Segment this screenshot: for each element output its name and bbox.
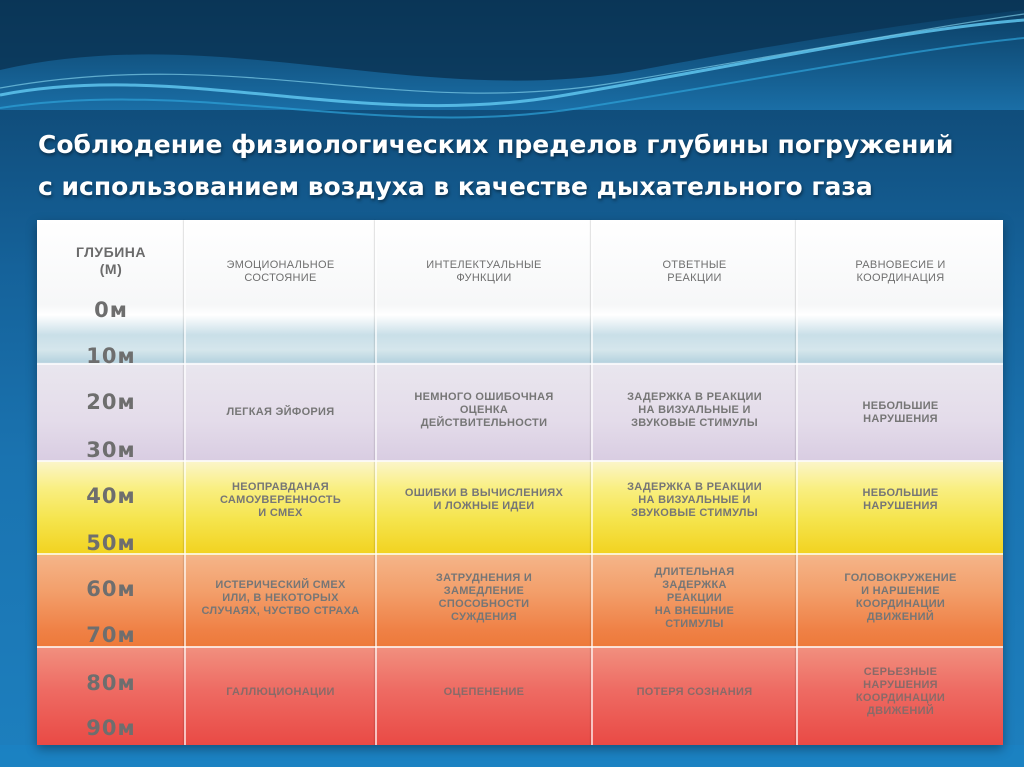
header-emotional-state: ЭМОЦИОНАЛЬНОЕ СОСТОЯНИЕ — [226, 259, 335, 284]
slide-title — [38, 124, 998, 208]
depth-label-20m: 20м — [86, 390, 136, 414]
cell-responses-80m: ПОТЕРЯ СОЗНАНИЯ — [636, 685, 753, 698]
header-intellectual-functions: ИНТЕЛЕКТУАЛЬНЫЕ ФУНКЦИИ — [426, 259, 542, 284]
header-responses: ОТВЕТНЫЕ РЕАКЦИИ — [662, 259, 727, 284]
depth-label-30m: 30м — [86, 438, 136, 462]
depth-column — [37, 220, 185, 745]
slide-title-line-1: Соблюдение физиологических пределов глубины погружений — [38, 130, 954, 159]
cell-responses-60m: ДЛИТЕЛЬНАЯ ЗАДЕРЖКА РЕАКЦИИ НА ВНЕШНИЕ СТИМУЛЫ — [654, 565, 735, 630]
depth-label-70m: 70м — [86, 623, 136, 647]
depth-label-0m: 0м — [94, 298, 128, 322]
cell-responses-40m: ЗАДЕРЖКА В РЕАКЦИИ НА ВИЗУАЛЬНЫЕ И ЗВУКОВЫЕ СТИМУЛЫ — [627, 480, 762, 519]
cell-intellectual-60m: ЗАТРУДНЕНИЯ И ЗАМЕДЛЕНИЕ СПОСОБНОСТИ СУЖДЕНИЯ — [435, 572, 533, 623]
cell-intellectual-20m: НЕМНОГО ОШИБОЧНАЯ ОЦЕНКА ДЕЙСТВИТЕЛЬНОСТИ — [414, 391, 554, 429]
cell-intellectual-40m: ОШИБКИ В ВЫЧИСЛЕНИЯХ И ЛОЖНЫЕ ИДЕИ — [404, 487, 564, 512]
depth-label-40m: 40м — [86, 484, 136, 508]
depth-label-80m: 80м — [86, 671, 136, 695]
depth-effects-table — [37, 220, 1003, 745]
depth-label-90m: 90м — [86, 716, 136, 740]
depth-label-50m: 50м — [86, 531, 136, 555]
cell-responses-20m: ЗАДЕРЖКА В РЕАКЦИИ НА ВИЗУАЛЬНЫЕ И ЗВУКОВЫЕ СТИМУЛЫ — [627, 391, 762, 429]
cell-emotional-20m: ЛЕГКАЯ ЭЙФОРИЯ — [226, 406, 335, 418]
cell-emotional-80m: ГАЛЛЮЦИОНАЦИИ — [226, 685, 335, 698]
header-balance-coordination: РАВНОВЕСИЕ И КООРДИНАЦИЯ — [855, 259, 946, 284]
depth-label-60m: 60м — [86, 577, 136, 601]
cell-balance-60m: ГОЛОВОКРУЖЕНИЕ И НАРШЕНИЕ КООРДИНАЦИИ ДВИЖЕНИЙ — [844, 572, 957, 623]
cell-balance-40m: НЕБОЛЬШИЕ НАРУШЕНИЯ — [862, 487, 939, 512]
cell-emotional-60m: ИСТЕРИЧЕСКИЙ СМЕХ ИЛИ, В НЕКОТОРЫХ СЛУЧАЯХ, ЧУСТВО СТРАХА — [201, 578, 360, 617]
slide-title-line-2: с использованием воздуха в качестве дыхательного газа — [38, 172, 873, 201]
cell-balance-80m: СЕРЬЕЗНЫЕ НАРУШЕНИЯ КООРДИНАЦИИ ДВИЖЕНИЙ — [855, 666, 946, 717]
cell-emotional-40m: НЕОПРАВДАНАЯ САМОУВЕРЕННОСТЬ И СМЕХ — [219, 480, 342, 519]
cell-balance-20m: НЕБОЛЬШИЕ НАРУШЕНИЯ — [862, 399, 939, 425]
cell-intellectual-80m: ОЦЕПЕНЕНИЕ — [443, 685, 525, 698]
depth-label-10m: 10м — [86, 344, 136, 368]
depth-header: ГЛУБИНА (М) — [76, 244, 146, 277]
